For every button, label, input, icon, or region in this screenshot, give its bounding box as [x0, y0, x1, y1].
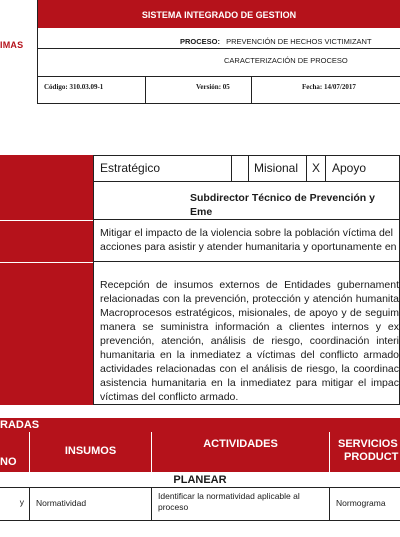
- objetivo-label-cell: [0, 220, 93, 262]
- col-servicios-line1: SERVICIOS: [338, 438, 398, 450]
- tipo-misional-label: Misional: [254, 161, 299, 175]
- version-cell: [146, 77, 252, 103]
- row-producto-cell: [330, 488, 400, 520]
- row-actividad-cell: [152, 488, 330, 520]
- entradas-header-fragment: RADAS: [0, 419, 40, 431]
- proceso-label: PROCESO:: [180, 37, 221, 46]
- fecha-text: Fecha: 14/07/2017: [302, 83, 356, 91]
- tipo-apoyo: [326, 156, 400, 181]
- tipo-estrategico-mark: [232, 156, 249, 181]
- alcance-text: Recepción de insumos externos de Entidades gubernament relacionadas con la prevención, protección y atención humanita Macroprocesos estratégicos, misionales, de apoyo y de seguim manera se suministra información a clientes internos y ex prevención, atención, análisis de riesgo, coordinación interi humanitaria en la inmediatez a víctimas del conflicto armado actividades relacionadas con el análisis de riesgo, la coordinac asistencia humanitaria en la inmediatez para mitigar el impac víctimas del conflicto armado.: [93, 262, 400, 405]
- logo-text-fragment: IMAS: [0, 40, 24, 50]
- col-servicios-line2: PRODUCT: [344, 451, 399, 464]
- objetivo-text: Mitigar el impacto de la violencia sobre la población víctima del acciones para asistir y atender humanitaria y oportunamente en: [93, 220, 400, 262]
- responsable-label-cell: [0, 182, 93, 220]
- tipo-label-cell: [0, 155, 93, 182]
- tipo-estrategico: [94, 156, 232, 181]
- codigo-text: Código: 310.03.09-1: [44, 83, 104, 91]
- tipo-misional-mark: [307, 156, 326, 181]
- alcance-label-cell: [0, 262, 93, 405]
- col-proveedor-header: [0, 432, 30, 472]
- fecha-cell: [252, 77, 400, 103]
- tipo-estrategico-label: Estratégico: [100, 161, 161, 175]
- row-producto-text: Normograma: [336, 498, 386, 508]
- system-title: SISTEMA INTEGRADO DE GESTION: [38, 0, 400, 28]
- tipo-proceso-row: [93, 155, 400, 182]
- row-insumo-text: Normatividad: [36, 498, 87, 508]
- col-servicios-header: [330, 432, 400, 472]
- tipo-misional: [249, 156, 307, 181]
- version-text: Versión: 05: [196, 83, 230, 91]
- entradas-header: [0, 418, 400, 432]
- row-proveedor-fragment: y: [19, 497, 24, 507]
- proceso-row: [38, 28, 400, 49]
- tipo-mark-x: X: [311, 161, 320, 175]
- document-meta-row: [38, 77, 400, 104]
- col-proveedor-fragment: NO: [0, 456, 17, 468]
- proceso-value: PREVENCIÓN DE HECHOS VICTIMIZANT: [226, 37, 372, 46]
- phase-planear: PLANEAR: [0, 472, 400, 488]
- col-actividades-header: ACTIVIDADES: [152, 432, 330, 472]
- col-insumos-header: INSUMOS: [30, 432, 152, 472]
- row-proveedor-cell: [0, 488, 30, 520]
- responsable-value: Subdirector Técnico de Prevención y Eme: [93, 182, 400, 220]
- tipo-apoyo-label: Apoyo: [332, 161, 367, 175]
- row-actividad-text: Identificar la normatividad aplicable al proceso: [158, 491, 300, 513]
- codigo-cell: [38, 77, 146, 103]
- row-insumo-cell: [30, 488, 152, 520]
- table-row: [0, 488, 400, 521]
- caracterizacion-title: CARACTERIZACIÓN DE PROCESO: [38, 49, 400, 77]
